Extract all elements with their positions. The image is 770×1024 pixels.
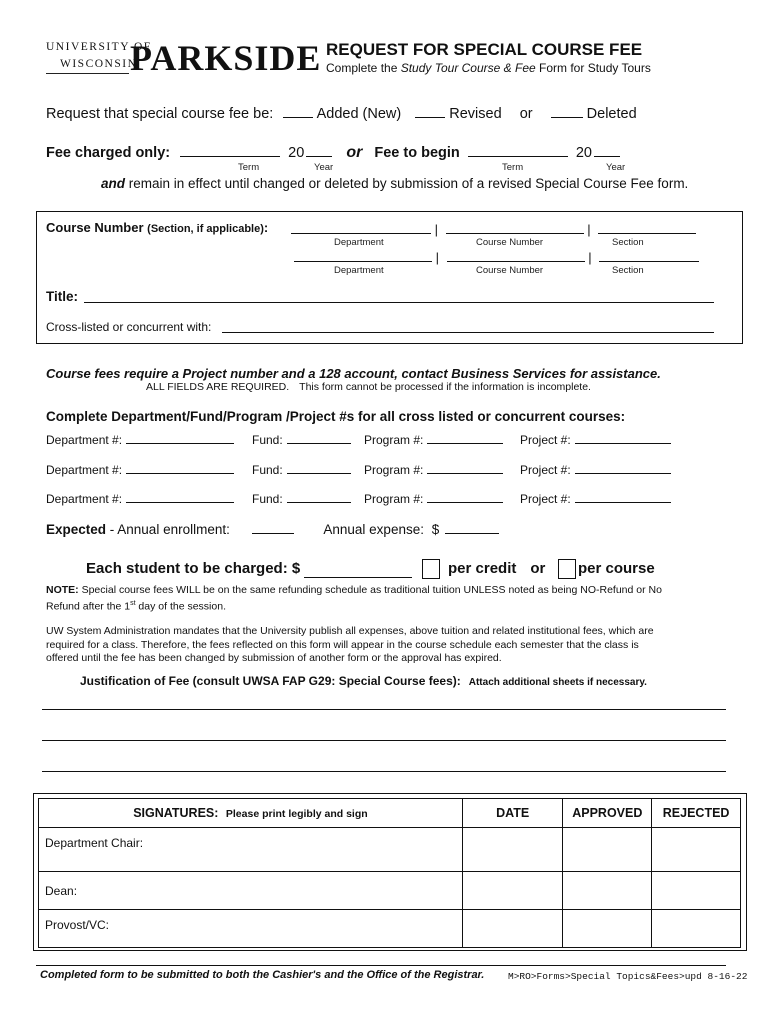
chair-approved-cell[interactable] <box>563 828 652 872</box>
program-field-3[interactable] <box>427 502 503 503</box>
added-blank[interactable] <box>283 117 313 118</box>
term-label-2: Term <box>502 162 524 173</box>
department-field-3[interactable] <box>126 502 234 503</box>
fee-line: Fee charged only: 20 or Fee to begin 20 <box>46 144 620 162</box>
fund-field-3[interactable] <box>287 502 351 503</box>
section-label-1: Section <box>612 237 644 248</box>
deleted-blank[interactable] <box>551 117 583 118</box>
revised-blank[interactable] <box>415 117 445 118</box>
course-title-field[interactable] <box>84 289 714 303</box>
project-field-3[interactable] <box>575 502 671 503</box>
provost-rejected-cell[interactable] <box>652 910 741 948</box>
year-label-1: Year <box>314 162 334 173</box>
expense-field[interactable] <box>445 533 499 534</box>
course-number-row-1[interactable]: | | <box>291 222 696 237</box>
course-title-row: Title: <box>46 289 79 304</box>
project-field-2[interactable] <box>575 473 671 474</box>
begin-term-field[interactable] <box>468 156 568 157</box>
expected-row: Expected - Annual enrollment: Annual expense: $ <box>46 522 499 537</box>
or-label: or <box>519 106 533 122</box>
revised-label: Revised <box>449 106 502 122</box>
provost-date-cell[interactable] <box>462 910 562 948</box>
complete-fund-heading: Complete Department/Fund/Program /Project #s for all cross listed or concurrent courses: <box>46 409 626 424</box>
charged-year-field[interactable] <box>306 156 332 157</box>
footer-file-path: M>RO>Forms>Special Topics&Fees>upd 8-16-22 <box>508 971 748 982</box>
project-number-notice: Course fees require a Project number and a 128 account, contact Business Services for assistance. <box>46 366 661 381</box>
charge-label: Each student to be charged: $ <box>86 560 301 577</box>
per-credit-row: per credit or <box>448 560 546 577</box>
charged-term-field[interactable] <box>180 156 280 157</box>
course-number-row-2[interactable]: | | <box>294 250 699 265</box>
crosslisted-field[interactable] <box>222 320 714 333</box>
signatures-table <box>38 798 741 948</box>
year-label-2: Year <box>606 162 626 173</box>
fund-row-2: Department #: Fund: Program #: Project #: <box>46 463 234 477</box>
dean-approved-cell[interactable] <box>563 872 652 910</box>
signatures-header: SIGNATURES: Please print legibly and sign <box>39 799 463 828</box>
justification-line-1[interactable] <box>42 709 726 710</box>
term-label-1: Term <box>238 162 260 173</box>
deleted-label: Deleted <box>586 106 637 122</box>
added-label: Added (New) <box>316 106 402 122</box>
refund-note: NOTE: Special course fees WILL be on the same refunding schedule as traditional tuition UNLESS noted as being NO-Refund or No Refund after the 1st day of the session. <box>46 584 662 613</box>
rejected-header: REJECTED <box>652 799 741 828</box>
logo-wisconsin-text: WISCONSIN <box>60 58 138 70</box>
project-field-1[interactable] <box>575 443 671 444</box>
justification-heading: Justification of Fee (consult UWSA FAP G29: Special Course fees): Attach additional sheets if necessary. <box>80 674 647 688</box>
date-header: DATE <box>462 799 562 828</box>
footer-submission-note: Completed form to be submitted to both the Cashier's and the Office of the Registrar. <box>40 969 485 981</box>
chair-date-cell[interactable] <box>462 828 562 872</box>
per-credit-checkbox[interactable] <box>422 559 440 579</box>
fund-row-1: Department #: Fund: Program #: Project #: <box>46 433 234 447</box>
dean-signature-field[interactable]: Dean: <box>39 872 463 910</box>
remain-in-effect-text: and remain in effect until changed or deleted by submission of a revised Special Course Fee form. <box>101 176 689 191</box>
request-line <box>46 106 637 122</box>
program-field-2[interactable] <box>427 473 503 474</box>
dean-rejected-cell[interactable] <box>652 872 741 910</box>
course-number-label: Course Number (Section, if applicable): <box>46 220 269 235</box>
logo-parkside-text: PARKSIDE <box>130 38 322 78</box>
or-italic: or <box>346 144 363 161</box>
chair-signature-field[interactable]: Department Chair: <box>39 828 463 872</box>
begin-year-field[interactable] <box>594 156 620 157</box>
fund-field-1[interactable] <box>287 443 351 444</box>
fund-row-3: Department #: Fund: Program #: Project #: <box>46 492 234 506</box>
required-notice: ALL FIELDS ARE REQUIRED. This form cannot be processed if the information is incomplete. <box>146 381 591 393</box>
justification-line-2[interactable] <box>42 740 726 741</box>
provost-row <box>39 910 741 948</box>
uw-system-paragraph: UW System Administration mandates that the University publish all expenses, above tuition and related institutional fees, which are required for a class. Therefore, the fees reflected on this form will appear in the course schedule each semester that the class is offered until the fee has been changed by submission of another form or the approval has expired. <box>46 625 654 664</box>
dean-row <box>39 872 741 910</box>
per-course-label: per course <box>578 560 655 577</box>
enrollment-field[interactable] <box>252 533 294 534</box>
chair-row <box>39 828 741 872</box>
fund-field-2[interactable] <box>287 473 351 474</box>
approved-header: APPROVED <box>563 799 652 828</box>
university-logo <box>44 38 322 82</box>
fee-charged-only-label: Fee charged only: <box>46 145 171 161</box>
dean-date-cell[interactable] <box>462 872 562 910</box>
department-field-1[interactable] <box>126 443 234 444</box>
department-label-2: Department <box>334 265 384 276</box>
provost-signature-field[interactable]: Provost/VC: <box>39 910 463 948</box>
charge-amount-field[interactable] <box>304 562 412 578</box>
logo-university-text: UNIVERSITY OF <box>46 41 152 53</box>
chair-rejected-cell[interactable] <box>652 828 741 872</box>
course-number-sublabel-2: Course Number <box>476 265 544 276</box>
form-subtitle: Complete the Study Tour Course & Fee Form for Study Tours <box>326 61 651 75</box>
fee-to-begin-label: Fee to begin <box>374 145 460 161</box>
justification-line-3[interactable] <box>42 771 726 772</box>
department-field-2[interactable] <box>126 473 234 474</box>
request-lead: Request that special course fee be: <box>46 106 274 122</box>
program-field-1[interactable] <box>427 443 503 444</box>
footer-divider <box>36 965 726 966</box>
provost-approved-cell[interactable] <box>563 910 652 948</box>
logo-divider <box>46 73 129 74</box>
course-number-sublabel-1: Course Number <box>476 237 544 248</box>
form-title: REQUEST FOR SPECIAL COURSE FEE <box>326 40 643 59</box>
section-label-2: Section <box>612 265 644 276</box>
department-label-1: Department <box>334 237 384 248</box>
crosslisted-label: Cross-listed or concurrent with: <box>46 320 212 334</box>
per-course-checkbox[interactable] <box>558 559 576 579</box>
